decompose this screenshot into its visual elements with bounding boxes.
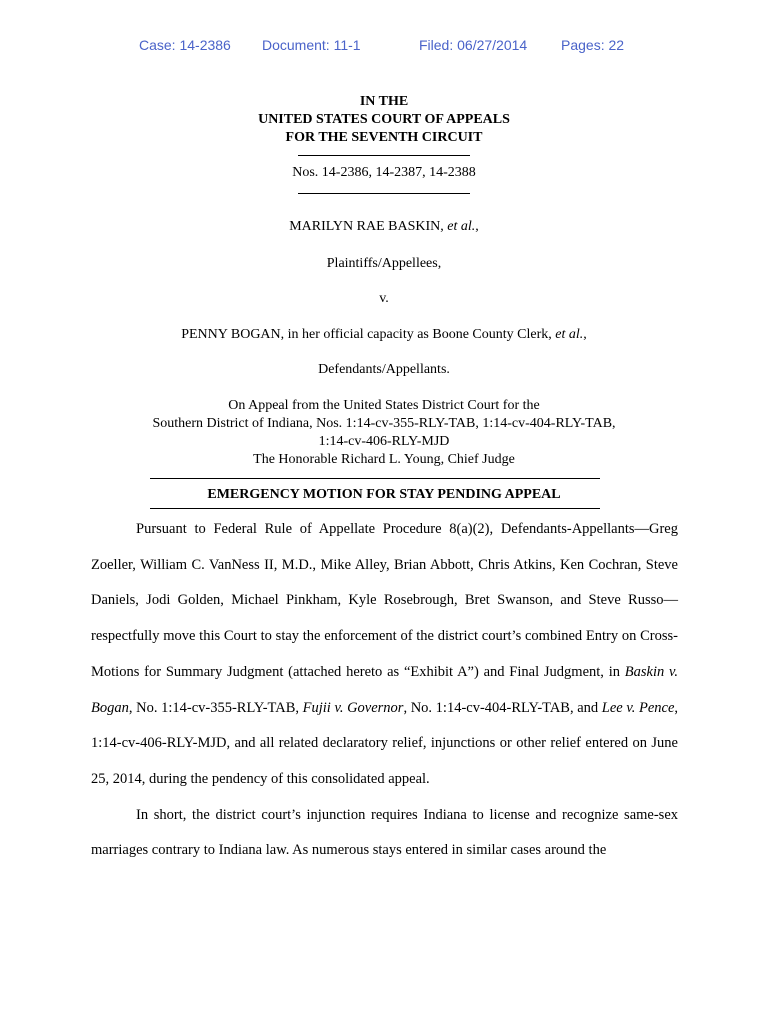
divider: [298, 155, 470, 156]
divider: [150, 508, 600, 509]
appeal-line-3: 1:14-cv-406-RLY-MJD: [318, 434, 450, 449]
appeal-line-2: Southern District of Indiana, Nos. 1:14-cv-355-RLY-TAB, 1:14-cv-404-RLY-TAB,: [152, 416, 616, 431]
case-number: Case: 14-2386: [139, 37, 231, 53]
divider: [298, 193, 470, 194]
divider: [150, 478, 600, 479]
defendant-party: PENNY BOGAN, in her official capacity as Boone County Clerk, et al.,: [181, 327, 587, 342]
defendant-role: Defendants/Appellants.: [318, 362, 450, 377]
plaintiff-role: Plaintiffs/Appellees,: [326, 256, 442, 271]
appeal-line-4: The Honorable Richard L. Young, Chief Judge: [253, 452, 515, 467]
appeal-line-1: On Appeal from the United States District Court for the: [228, 398, 540, 413]
paragraph: Pursuant to Federal Rule of Appellate Procedure 8(a)(2), Defendants-Appellants—Greg Zoeller, William C. VanNess II, M.D., Mike Alley, Brian Abbott, Chris Atkins, Ken Cochran, Steve Daniels, Jodi Golden, Michael Pinkham, Kyle Rosebrough, Bret Swanson, and Steve Russo—respectfully move this Court to stay the enforcement of the district court’s combined Entry on Cross-Motions for Summary Judgment (attached hereto as “Exhibit A”) and Final Judgment, in Baskin v. Bogan, No. 1:14-cv-355-RLY-TAB, Fujii v. Governor, No. 1:14-cv-404-RLY-TAB, and Lee v. Pence, 1:14-cv-406-RLY-MJD, and all related declaratory relief, injunctions or other relief entered on June 25, 2014, during the pendency of this consolidated appeal.: [91, 521, 679, 787]
motion-body: [91, 512, 678, 869]
paragraph: In short, the district court’s injunction requires Indiana to license and recognize same-sex marriages contrary to Indiana law. As numerous stays entered in similar cases around the: [91, 806, 678, 859]
motion-title: EMERGENCY MOTION FOR STAY PENDING APPEAL: [207, 487, 561, 502]
versus: v.: [379, 291, 389, 306]
filing-header: [0, 37, 768, 57]
case-numbers: Nos. 14-2386, 14-2387, 14-2388: [292, 165, 476, 180]
plaintiff-party: MARILYN RAE BASKIN, et al.,: [289, 219, 479, 234]
court-line-3: FOR THE SEVENTH CIRCUIT: [285, 130, 483, 145]
document-number: Document: 11-1: [262, 37, 361, 53]
page-count: Pages: 22: [561, 37, 625, 53]
court-line-2: UNITED STATES COURT OF APPEALS: [258, 112, 510, 127]
filed-date: Filed: 06/27/2014: [419, 37, 528, 53]
court-line-1: IN THE: [359, 94, 409, 109]
